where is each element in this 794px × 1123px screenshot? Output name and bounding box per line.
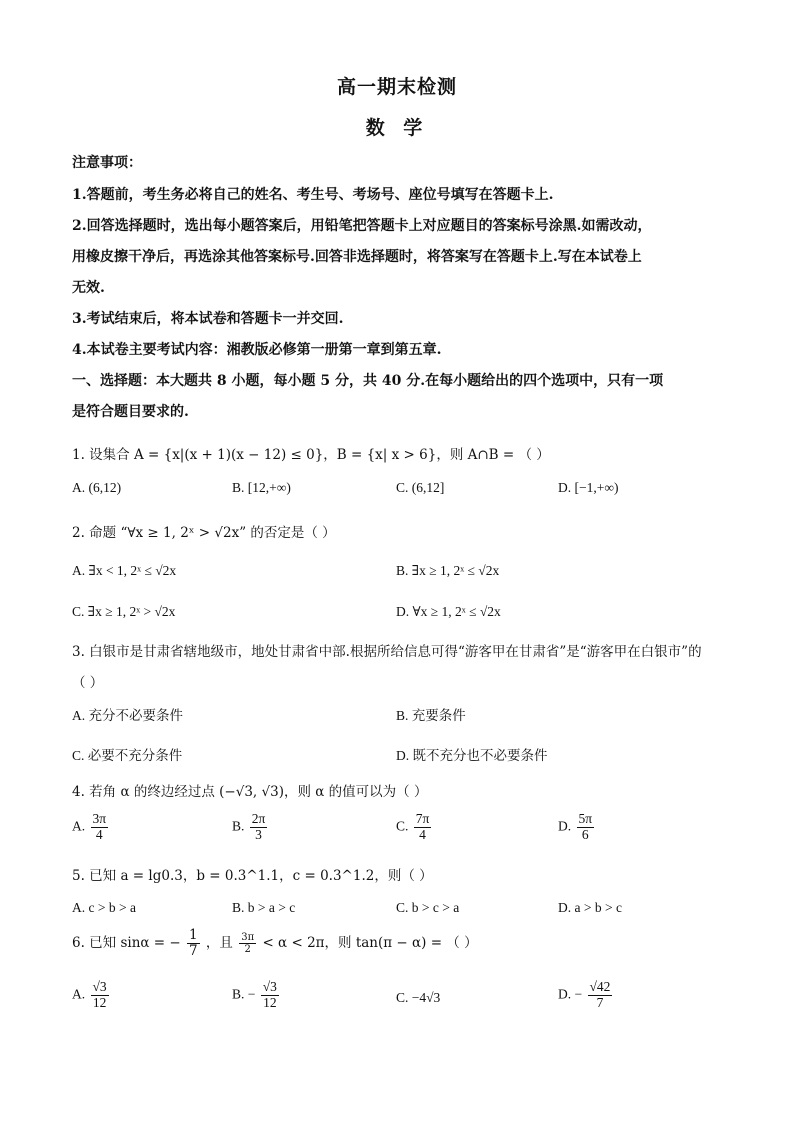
numerator: 1 [189, 927, 198, 943]
q6-option-c [396, 990, 440, 1006]
q6-option-d [558, 980, 614, 1011]
numerator: 2π [251, 811, 266, 826]
option-label: C. [396, 990, 409, 1005]
question-4-stem: 4. 若角 α 的终边经过点 (−√3, √3)，则 α 的值可以为（ ） [72, 784, 428, 800]
q2-option-c: C. ∃x ≥ 1, 2ˣ > √2x [72, 604, 176, 619]
notice-item: 3.考试结束后，将本试卷和答题卡一并交回. [72, 311, 344, 327]
stem-text: ，且 [205, 934, 233, 951]
denominator: 4 [95, 826, 103, 842]
q2-option-b: B. ∃x ≥ 1, 2ˣ ≤ √2x [396, 563, 500, 578]
option-label: A. [72, 818, 86, 834]
numerator: 3π [241, 931, 255, 943]
notice-item: 用橡皮擦干净后，再选涂其他答案标号.回答非选择题时，将答案写在答题卡上.写在本试卷上 [72, 249, 642, 265]
denominator: 3 [255, 826, 262, 842]
q5-option-b: B. b > a > c [232, 900, 296, 915]
numerator: √3 [262, 979, 277, 994]
denominator: 12 [92, 994, 107, 1010]
notice-item: 1.答题前，考生务必将自己的姓名、考生号、考场号、座位号填写在答题卡上. [72, 187, 554, 203]
q6-option-a [72, 980, 111, 1011]
q6-option-b [232, 980, 281, 1011]
notice-item: 无效. [72, 280, 105, 296]
minus-sign: − [574, 986, 583, 1002]
notice-heading: 注意事项： [72, 155, 142, 171]
numerator: 5π [578, 811, 593, 826]
fraction [239, 932, 256, 955]
denominator: 6 [581, 826, 589, 842]
denominator: 7 [596, 994, 604, 1010]
fraction [414, 812, 432, 843]
q5-option-d: D. a > b > c [558, 900, 622, 915]
option-label: C. [396, 818, 409, 834]
fraction [187, 928, 200, 959]
fraction [91, 812, 109, 843]
q1-option-b: B. [12,+∞) [232, 480, 291, 495]
q1-option-a: A. (6,12) [72, 480, 122, 495]
section-heading: 是符合题目要求的. [72, 404, 189, 420]
fraction [588, 980, 613, 1011]
stem-text: < α < 2π，则 tan(π − α) = （ ） [262, 934, 478, 951]
q5-option-a: A. c > b > a [72, 900, 136, 915]
option-label: A. [72, 986, 86, 1002]
numerator: √42 [589, 979, 611, 994]
question-6-stem [72, 928, 478, 959]
fraction [577, 812, 595, 843]
denominator: 7 [189, 942, 198, 959]
numerator: 7π [415, 811, 430, 826]
option-label: D. [558, 986, 572, 1002]
q4-option-b [232, 812, 269, 843]
notice-item: 4.本试卷主要考试内容：湘教版必修第一册第一章到第五章. [72, 342, 442, 358]
q4-option-c [396, 812, 433, 843]
numerator: 3π [92, 811, 107, 826]
fraction [261, 980, 279, 1011]
q2-option-d: D. ∀x ≥ 1, 2ˣ ≤ √2x [396, 604, 501, 619]
stem-text: 6. 已知 sinα = − [72, 934, 181, 951]
q2-option-a: A. ∃x < 1, 2ˣ ≤ √2x [72, 563, 177, 578]
denominator: 4 [419, 826, 426, 842]
exam-subject: 数 学 [365, 117, 429, 139]
fraction [91, 980, 109, 1011]
q3-option-b: B. 充要条件 [396, 708, 466, 723]
option-label: B. [232, 986, 245, 1002]
q1-option-c: C. (6,12] [396, 480, 445, 495]
question-2-stem: 2. 命题 “∀x ≥ 1, 2ˣ > √2x” 的否定是（ ） [72, 525, 336, 541]
q5-option-c: C. b > c > a [396, 900, 460, 915]
question-1-stem: 1. 设集合 A = {x|(x + 1)(x − 12) ≤ 0}，B = {x| x > 6}，则 A∩B = （ ） [72, 447, 550, 463]
q3-option-d: D. 既不充分也不必要条件 [396, 748, 548, 763]
fraction [250, 812, 268, 843]
q1-option-d: D. [−1,+∞) [558, 480, 619, 495]
section-heading: 一、选择题：本大题共 8 小题，每小题 5 分，共 40 分.在每小题给出的四个选项中，只有一项 [72, 373, 664, 389]
exam-title: 高一期末检测 [336, 76, 457, 98]
option-value: −4√3 [411, 990, 441, 1005]
option-label: B. [232, 818, 245, 834]
q4-option-d [558, 812, 596, 843]
question-3-stem-bracket: （ ） [72, 675, 104, 691]
denominator: 2 [244, 943, 251, 955]
numerator: √3 [92, 979, 107, 994]
q3-option-a: A. 充分不必要条件 [72, 708, 183, 723]
minus-sign: − [247, 986, 256, 1002]
notice-item: 2.回答选择题时，选出每小题答案后，用铅笔把答题卡上对应题目的答案标号涂黑.如需改动， [72, 218, 652, 234]
question-5-stem: 5. 已知 a = lg0.3，b = 0.3^1.1，c = 0.3^1.2，则（ ） [72, 868, 433, 884]
question-3-stem: 3. 白银市是甘肃省辖地级市，地处甘肃省中部.根据所给信息可得“游客甲在甘肃省”是“游客甲在白银市”的 [72, 644, 702, 660]
q3-option-c: C. 必要不充分条件 [72, 748, 183, 763]
denominator: 12 [263, 994, 277, 1010]
q4-option-a [72, 812, 110, 843]
option-label: D. [558, 818, 572, 834]
